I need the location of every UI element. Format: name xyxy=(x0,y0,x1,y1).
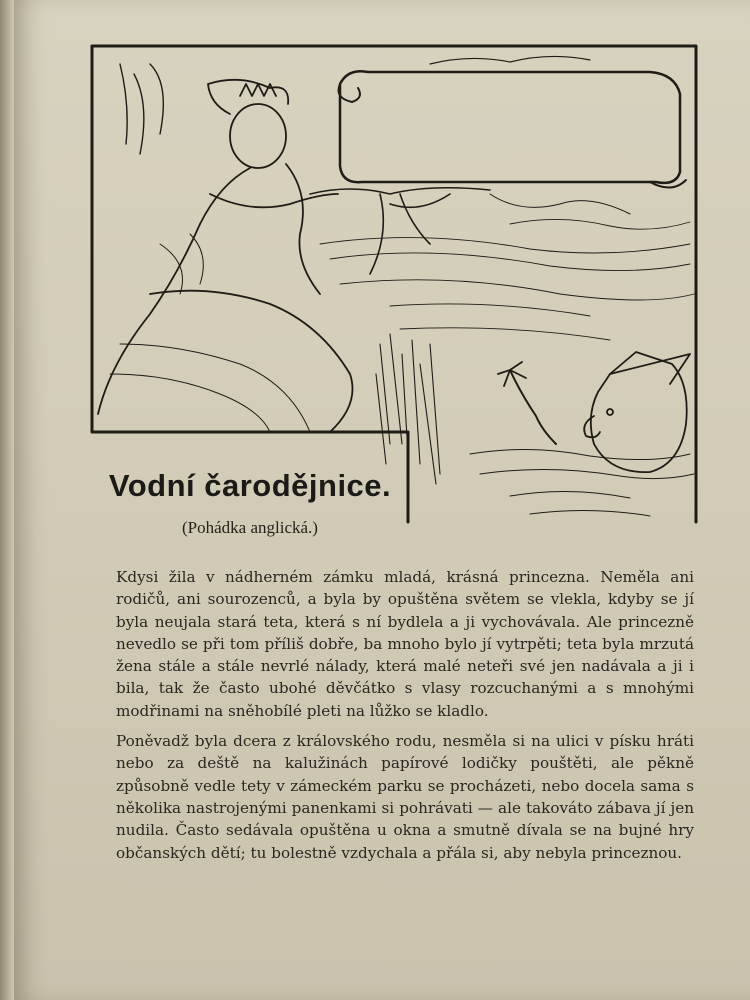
story-heading xyxy=(92,468,408,538)
water-witch xyxy=(498,352,690,472)
story-title: Vodní čarodějnice. xyxy=(108,468,392,503)
paragraph-2: Poněvadž byla dcera z královského rodu, nesměla si na ulici v písku hráti nebo za deště na kalužinách papírové lodičky pouštěti, ale pěkně způsobně vedle tety v zámeckém parku se procházeti, nebo docela sama s několika nastrojenými panenkami si pohrávati — ale takováto zábava jí jen nudila. Často sedávala opuštěna u okna a smutně dívala se na bujné hry občanských dětí; tu bolestně vzdychala a přála si, aby nebyla princeznou. xyxy=(116,732,694,862)
water-ripples xyxy=(470,449,694,516)
princess-figure xyxy=(98,80,353,432)
story-body xyxy=(116,566,694,872)
story-subtitle: (Pohádka anglická.) xyxy=(182,518,318,537)
landscape xyxy=(320,219,694,340)
book-gutter xyxy=(0,0,14,1000)
banner-scroll xyxy=(339,56,687,187)
paragraph-1: Kdysi žila v nádherném zámku mladá, krásná princezna. Neměla ani rodičů, ani sourozenců, a byla by opuštěna světem se vlekla, kdyby se jí byla neujala stará teta, která s ní bydlela a ji vychovávala. Ale princezně nevedlo se při tom příliš dobře, ba mnoho bylo jí vytrpěti; teta byla mrzutá žena stále a stále nevrlé nálady, která malé neteři své jen nadávala a ji i bila, tak že často ubohé děvčátko s vlasy rozcuchanými a s mnohými modřinami na sněhobílé pleti na lůžko se kladlo. xyxy=(116,568,694,720)
story-illustration xyxy=(90,44,702,524)
